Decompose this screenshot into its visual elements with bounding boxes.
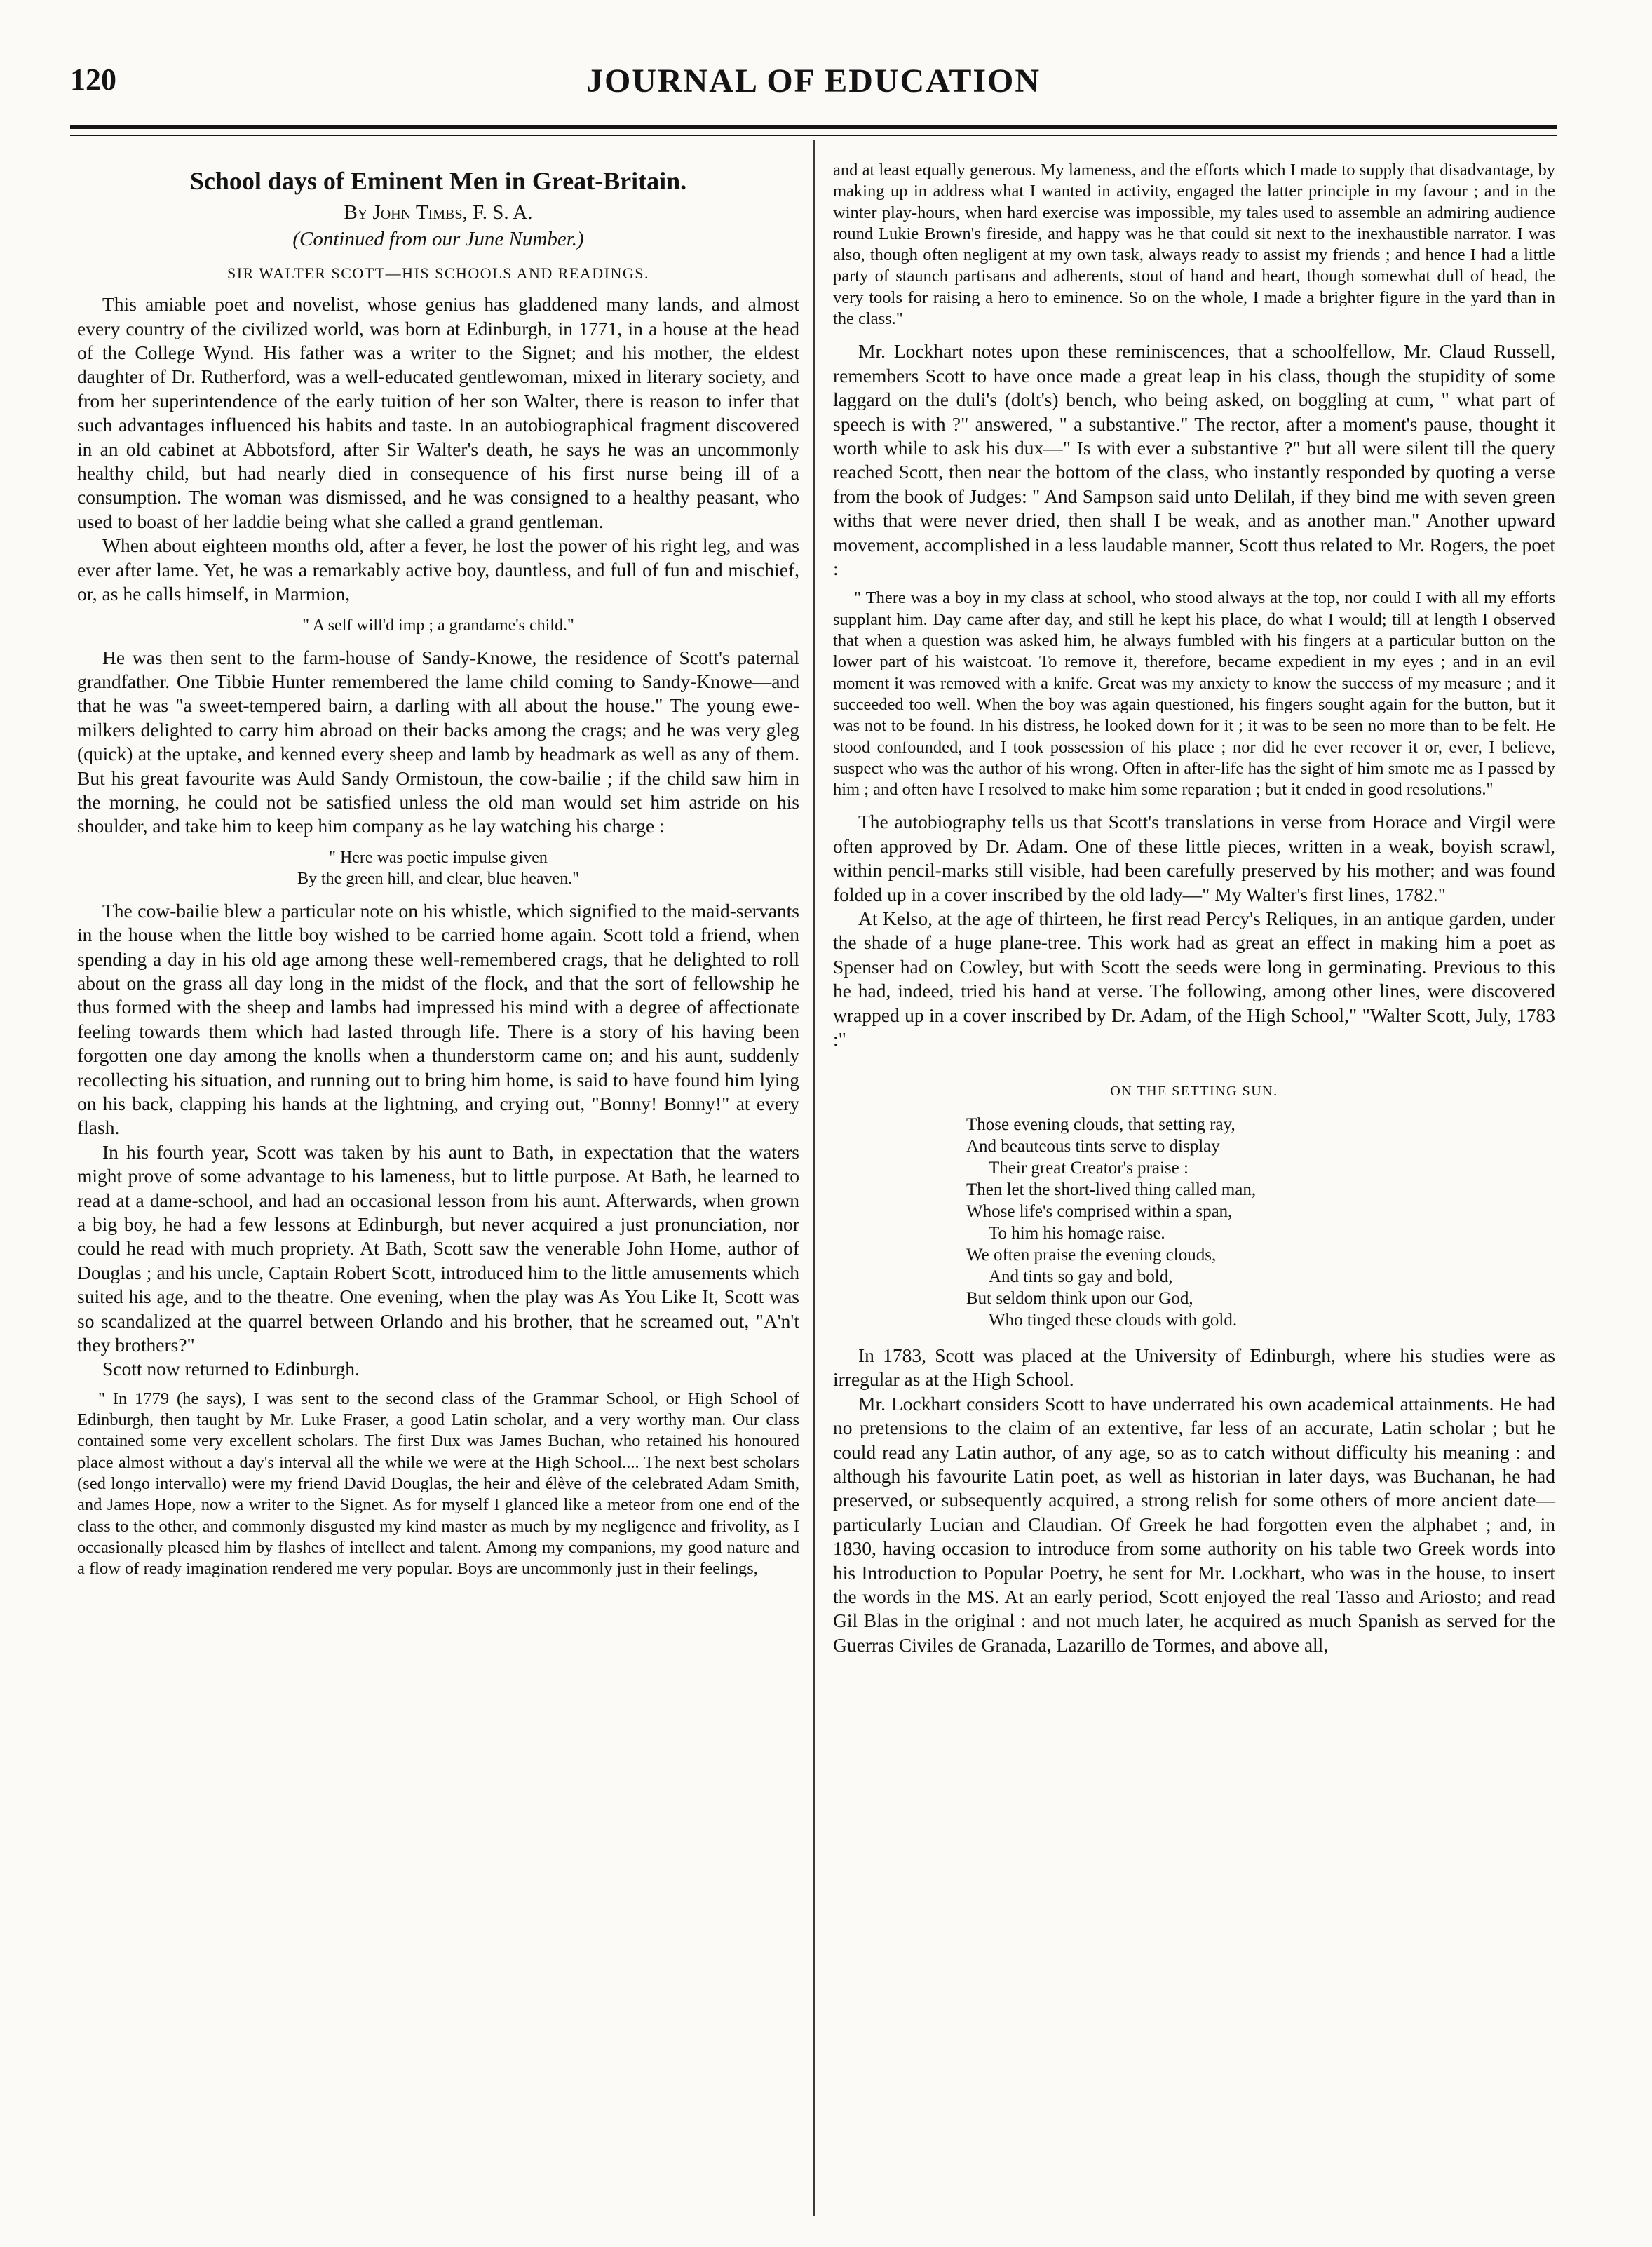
paragraph: In his fourth year, Scott was taken by his aunt to Bath, in expectation that the waters might prove of some advantage to his lameness, but to little purpose. At Bath, he learned to read at a dame-school, and had an occasional lesson from his aunt. Afterwards, when grown a big boy, he had a few lessons at Edinburgh, but never acquired a just pronunciation, nor could he read with much propriety. At Bath, Scott saw the venerable John Home, author of Douglas ; and his uncle, Captain Robert Scott, introduced him to the little amusements which suited his age, and to the theatre. One evening, when the play was As You Like It, Scott was so scandalized at the quarrel between Orlando and his brother, that he screamed out, "A'n't they brothers?"	[77, 1140, 799, 1356]
section-heading: SIR WALTER SCOTT—HIS SCHOOLS AND READINGS.	[226, 264, 650, 282]
paragraph: Scott now returned to Edinburgh.	[102, 1358, 360, 1380]
header-rule-thin	[70, 135, 1557, 136]
article-title: School days of Eminent Men in Great-Britain.	[189, 167, 687, 195]
poem-line: But seldom think upon our God,	[966, 1288, 1193, 1308]
poem	[966, 1114, 1555, 1331]
article-byline: By John Timbs, F. S. A.	[344, 201, 533, 224]
verse-line: By the green hill, and clear, blue heaven."	[297, 869, 579, 888]
paragraph: When about eighteen months old, after a fever, he lost the power of his right leg, and was ever after lame. Yet, he was a remarkably active boy, dauntless, and full of fun and mischief, or, as he calls himself, in Marmion,	[77, 534, 799, 605]
paragraph: This amiable poet and novelist, whose genius has gladdened many lands, and almost every country of the civilized world, was born at Edinburgh, in 1771, in a house at the head of the College Wynd. His father was a writer to the Signet; and his mother, the eldest daughter of Dr. Rutherford, was a well-educated gentlewoman, mixed in literary society, and from her superintendence of the early tuition of her son Walter, there is reason to infer that such advantages influenced his habits and taste. In an autobiographical fragment discovered in an old cabinet at Abbotsford, after Sir Walter's death, he says he was an uncommonly healthy child, but had nearly died in consequence of his first nurse being ill of a consumption. The woman was dismissed, and he was consigned to a healthy peasant, who used to boast of her laddie being what she called a grand gentleman.	[77, 293, 799, 532]
column-divider	[813, 140, 815, 2216]
poem-line: Those evening clouds, that setting ray,	[966, 1114, 1235, 1134]
extract-quote	[833, 160, 1555, 330]
paragraph: At Kelso, at the age of thirteen, he first read Percy's Reliques, in an antique garden, under the shade of a huge plane-tree. This work had as great an effect in making him a poet as Spenser had on Cowley, but with Scott the seeds were long in germinating. Previous to this he had, indeed, tried his hand at verse. The following, among other lines, were discovered wrapped up in a cover inscribed by Dr. Adam, of the High School," "Walter Scott, July, 1783 :"	[833, 907, 1555, 1051]
poem-line: Who tinged these clouds with gold.	[989, 1310, 1238, 1330]
page-number: 120	[70, 62, 116, 97]
paragraph: The cow-bailie blew a particular note on his whistle, which signified to the maid-servants in the house when the little boy wished to be carried home again. Scott told a friend, when spending a day in his old age among these well-remembered crags, that he delighted to roll about on the grass all day long in the midst of the flock, and that the sort of fellowship he thus formed with the sheep and lambs had impressed his mind with a degree of affectionate feeling towards them which had lasted through life. There is a story of his having been forgotten one day among the knolls when a thunderstorm came on; and his aunt, suddenly recollecting his situation, and running out to bring him home, is said to have found him lying on his back, clapping his hands at the lightning, and crying out, "Bonny! Bonny!" at every flash.	[77, 899, 799, 1139]
extract-paragraph: " There was a boy in my class at school, who stood always at the top, nor could I with all my efforts supplant him. Day came after day, and still he kept his place, do what I would; till at length I observed that when a question was asked him, he always fumbled with his fingers at a particular button on the lower part of his waistcoat. To remove it, therefore, became expedient in my eyes ; and in an evil moment it was removed with a knife. Great was my anxiety to know the success of my measure ; and it succeeded too well. When the boy was again questioned, his fingers sought again for the button, but it was not to be found. In his distress, he looked down for it ; it was to be seen no more than to be felt. He stood confounded, and I took possession of his place ; nor did he ever recover it or, ever, I believe, suspect who was the author of his wrong. Often in after-life has the sight of him smote me as I passed by him ; and often have I resolved to make him some reparation ; but it ended in good resolutions."	[833, 588, 1555, 799]
continued-note: (Continued from our June Number.)	[292, 228, 584, 251]
right-column	[833, 160, 1555, 1657]
verse-quote	[77, 847, 799, 889]
paragraph: Mr. Lockhart considers Scott to have underrated his own academical attainments. He had no pretensions to the claim of an extentive, far less of an accurate, Latin scholar ; but he could read any Latin author, of any age, so as to catch without difficulty his meaning : and although his favourite Latin poet, as well as historian in later days, was Buchanan, he had preserved, or subsequently acquired, a strong relish for some others of more ancient date—particularly Lucian and Claudian. Of Greek he had forgotten even the alphabet ; and, in 1830, having occasion to introduce from some authority on his table two Greek words into his Introduction to Popular Poetry, he sent for Mr. Lockhart, who was in the house, to insert the words in the MS. At an early period, Scott enjoyed the real Tasso and Ariosto; and read Gil Blas in the original : and not much later, he acquired as much Spanish as served for the Guerras Civiles de Granada, Lazarillo de Tormes, and above all,	[833, 1392, 1555, 1656]
poem-line: We often praise the evening clouds,	[966, 1245, 1217, 1264]
poem-line: And beauteous tints serve to display	[966, 1136, 1220, 1156]
verse-line: " Here was poetic impulse given	[329, 848, 548, 867]
paragraph: The autobiography tells us that Scott's translations in verse from Horace and Virgil were often approved by Dr. Adam. One of these little pieces, written in a weak, boyish scrawl, within pencil-marks still visible, had been carefully preserved by his mother; and was found folded up in a cover inscribed by the old lady—" My Walter's first lines, 1782."	[833, 811, 1555, 905]
paragraph: In 1783, Scott was placed at the University of Edinburgh, where his studies were as irregular as at the High School.	[833, 1344, 1555, 1391]
poem-line: To him his homage raise.	[989, 1223, 1165, 1243]
poem-line: And tints so gay and bold,	[989, 1267, 1173, 1286]
verse-quote: " A self will'd imp ; a grandame's child."	[302, 616, 574, 635]
poem-line: Their great Creator's praise :	[989, 1158, 1189, 1178]
page-header	[70, 62, 1557, 118]
paragraph: Mr. Lockhart notes upon these reminiscences, that a schoolfellow, Mr. Claud Russell, remembers Scott to have once made a great leap in his class, though the stupidity of some laggard on the duli's (dolt's) bench, who being asked, on boggling at cum, " what part of speech is with ?" answered, " a substantive." The rector, after a moment's pause, thought it worth while to ask his dux—" Is with ever a substantive ?" but all were silent till the query reached Scott, then near the bottom of the class, who instantly responded by quoting a verse from the book of Judges: " And Sampson said unto Delilah, if they bind me with seven green withs that were never dried, then shall I be weak, and as another man." Another upward movement, accomplished in a less laudable manner, Scott thus related to Mr. Rogers, the poet :	[833, 340, 1555, 580]
poem-title: ON THE SETTING SUN.	[1110, 1084, 1278, 1100]
paragraph: He was then sent to the farm-house of Sandy-Knowe, the residence of Scott's paternal grandfather. One Tibbie Hunter remembered the lame child coming to Sandy-Knowe—and that he was "a sweet-tempered bairn, a darling with all about the house." The young ewe-milkers delighted to carry him abroad on their backs among the crags; and he was very gleg (quick) at the uptake, and kenned every sheep and lamb by headmark as well as any of them. But his great favourite was Auld Sandy Ormistoun, the cow-bailie ; if the child saw him in the morning, he could not be satisfied unless the old man would set him astride on his shoulder, and take him to keep him company as he lay watching his charge :	[77, 646, 799, 837]
poem-line: Whose life's comprised within a span,	[966, 1201, 1233, 1221]
extract-paragraph: " In 1779 (he says), I was sent to the second class of the Grammar School, or High School of Edinburgh, then taught by Mr. Luke Fraser, a good Latin scholar, and a very worthy man. Our class contained some very excellent scholars. The first Dux was James Buchan, who retained his honoured place almost without a day's interval all the while we were at the High School.... The next best scholars (sed longo intervallo) were my friend David Douglas, the heir and élève of the celebrated Adam Smith, and James Hope, now a writer to the Signet. As for myself I glanced like a meteor from one end of the class to the other, and commonly disgusted my kind master as much by my negligence and frivolity, as I occasionally pleased him by flashes of intellect and talent. Among my companions, my good nature and a flow of ready imagination rendered me very popular. Boys are uncommonly just in their feelings,	[77, 1389, 799, 1579]
extract-paragraph: and at least equally generous. My lameness, and the efforts which I made to supply that disadvantage, by making up in address what I wanted in activity, engaged the latter principle in my favour ; and in the winter play-hours, when hard exercise was impossible, my tales used to assemble an admiring audience round Lukie Brown's fireside, and happy was he that could sit next to the inexhaustible narrator. I was also, though often negligent at my own task, always ready to assist my friends ; and hence I had a little party of staunch partisans and adherents, stout of hand and heart, though somewhat dull of head, the very tools for raising a hero to eminence. So on the whole, I made a brighter figure in the yard than in the class."	[833, 161, 1555, 329]
poem-line: Then let the short-lived thing called man,	[966, 1180, 1257, 1199]
header-rule-thick	[70, 125, 1557, 129]
extract-quote	[833, 588, 1555, 800]
extract-quote	[77, 1389, 799, 1580]
journal-title: JOURNAL OF EDUCATION	[585, 62, 1041, 100]
left-column	[77, 160, 799, 1590]
